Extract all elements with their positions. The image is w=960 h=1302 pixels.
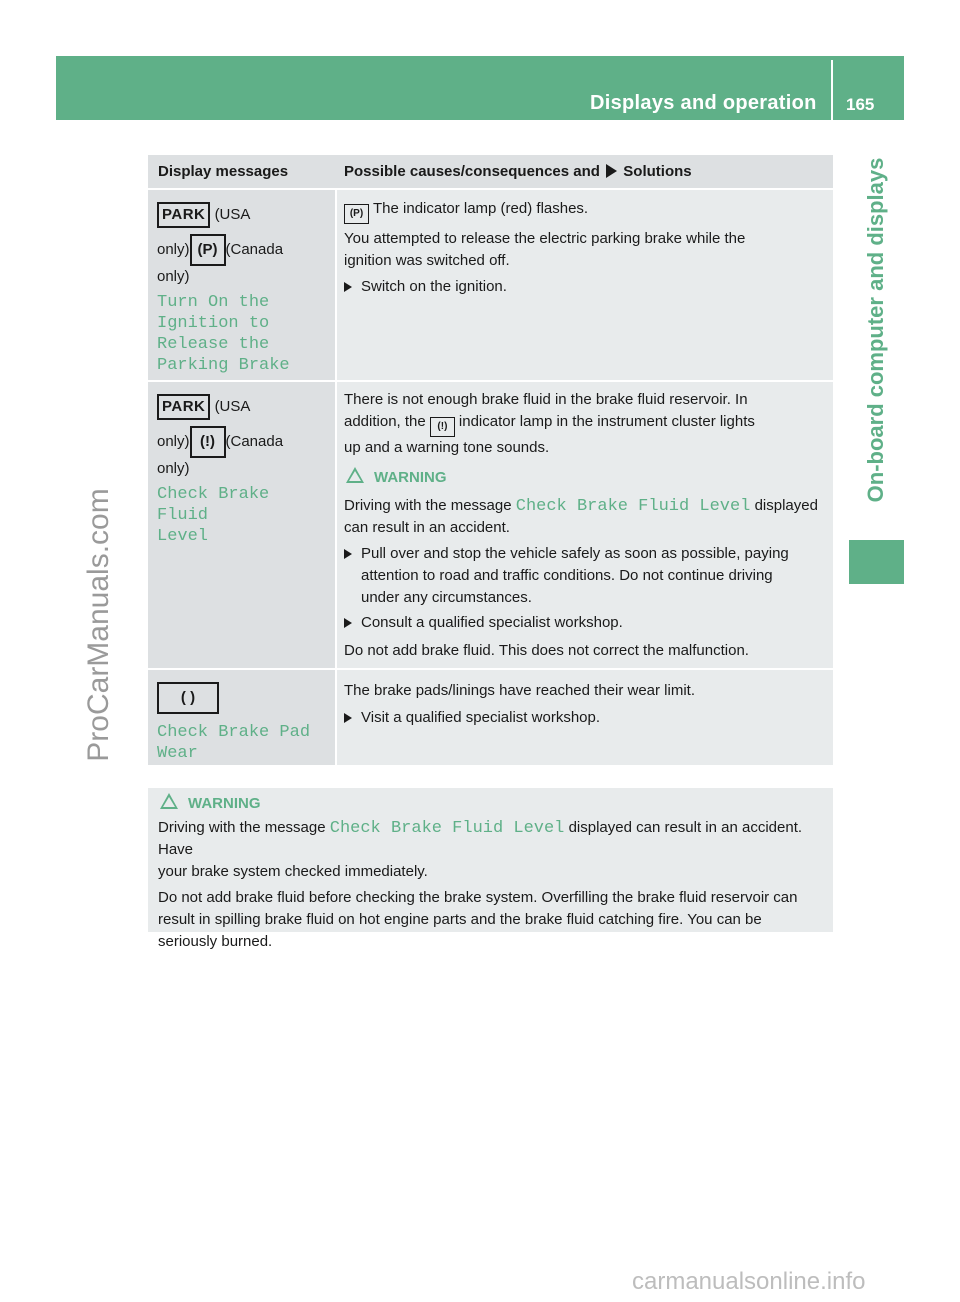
- solution-step: Switch on the ignition.: [344, 276, 825, 298]
- canada-note: (Canada: [225, 432, 284, 450]
- message-line: Level: [157, 527, 209, 546]
- solution-cell: [337, 670, 833, 765]
- section-title: Displays and operation: [590, 92, 817, 114]
- canada-only: only): [157, 460, 190, 477]
- parking-brake-lamp-icon: (P): [344, 204, 369, 224]
- table-row: [148, 190, 833, 380]
- header-causes-solutions: [344, 163, 692, 180]
- brake-pad-wear-icon: ( ): [157, 682, 219, 714]
- warning-text: Driving with the message: [344, 497, 512, 514]
- cause-text: There is not enough brake fluid in the brake fluid reservoir. In: [344, 391, 748, 408]
- header-causes-label: Possible causes/consequences and: [344, 163, 600, 180]
- header-display-messages: Display messages: [158, 163, 289, 180]
- park-icon: PARK: [157, 394, 210, 420]
- usa-only: only): [157, 240, 190, 258]
- message-line: Wear: [157, 744, 198, 763]
- display-message-cell: [148, 382, 335, 668]
- warning-label: WARNING: [374, 469, 447, 486]
- step-line: Pull over and stop the vehicle safely as soon as possible, paying: [361, 545, 789, 562]
- lamp-text: The indicator lamp (red) flashes.: [373, 200, 589, 217]
- warning-message: Check Brake Fluid Level: [329, 819, 565, 838]
- warning-label: WARNING: [188, 795, 261, 812]
- cause-text: up and a warning tone sounds.: [344, 439, 550, 456]
- solution-cell: [337, 190, 833, 380]
- usa-only: only): [157, 432, 190, 450]
- header-divider: [831, 60, 833, 120]
- brake-warning-icon: (!): [190, 426, 226, 458]
- message-line: Turn On the: [157, 293, 270, 312]
- solution-cell: [337, 382, 833, 668]
- brake-warning-lamp-icon: (!): [430, 417, 455, 437]
- step-line: attention to road and traffic conditions. Do not continue driving: [361, 567, 773, 584]
- warning-text: displayed: [754, 497, 818, 514]
- solution-step: Consult a qualified specialist workshop.: [344, 612, 825, 634]
- warning-triangle-icon: [346, 467, 364, 483]
- warning-text: seriously burned.: [158, 933, 273, 950]
- watermark-left: ProCarManuals.com: [82, 488, 115, 762]
- step-line: under any circumstances.: [361, 589, 532, 606]
- table-header: [148, 155, 833, 188]
- cause-text: The brake pads/linings have reached their wear limit.: [344, 682, 696, 699]
- canada-note: (Canada: [225, 240, 284, 258]
- warning-text: your brake system checked immediately.: [158, 863, 428, 880]
- message-line: Ignition to: [157, 314, 270, 333]
- cause-text: indicator lamp in the instrument cluster lights: [458, 413, 755, 430]
- chapter-tab-label: On-board computer and displays: [863, 157, 888, 503]
- warning-text: Do not add brake fluid before checking the brake system. Overfilling the brake fluid reservoir can: [158, 889, 798, 906]
- cause-text: addition, the: [344, 413, 426, 430]
- usa-note: (USA: [214, 398, 251, 415]
- page-number: 165: [846, 95, 875, 114]
- solution-step: [344, 543, 825, 609]
- table-row: [148, 670, 833, 765]
- message-line: Parking Brake: [157, 356, 290, 375]
- message-line: Release the: [157, 335, 270, 354]
- warning-text: displayed can result in an accident. Have: [158, 819, 803, 858]
- header-solutions-label: Solutions: [623, 163, 692, 180]
- parking-brake-icon: (P): [190, 234, 226, 266]
- message-line: Check Brake Fluid: [157, 485, 270, 525]
- cause-text: ignition was switched off.: [344, 252, 510, 269]
- warning-text: can result in an accident.: [344, 519, 510, 536]
- usa-note: (USA: [214, 206, 251, 223]
- chapter-marker: [849, 540, 904, 584]
- arrow-right-icon: [606, 164, 617, 178]
- watermark-bottom: carmanualsonline.info: [632, 1268, 866, 1295]
- display-message-cell: [148, 190, 335, 380]
- display-message-cell: [148, 670, 335, 765]
- park-icon: PARK: [157, 202, 210, 228]
- note-text: Do not add brake fluid. This does not correct the malfunction.: [344, 642, 749, 659]
- canada-only: only): [157, 268, 190, 285]
- warning-triangle-icon: [160, 793, 178, 809]
- solution-step: Visit a qualified specialist workshop.: [344, 707, 825, 729]
- warning-text: result in spilling brake fluid on hot engine parts and the brake fluid catching fire. You can be: [158, 911, 762, 928]
- warning-box: [148, 788, 833, 950]
- cause-text: You attempted to release the electric parking brake while the: [344, 230, 746, 247]
- warning-text: Driving with the message: [158, 819, 326, 836]
- table-row: [148, 382, 833, 668]
- warning-message: Check Brake Fluid Level: [515, 497, 751, 516]
- message-line: Check Brake Pad: [157, 723, 311, 742]
